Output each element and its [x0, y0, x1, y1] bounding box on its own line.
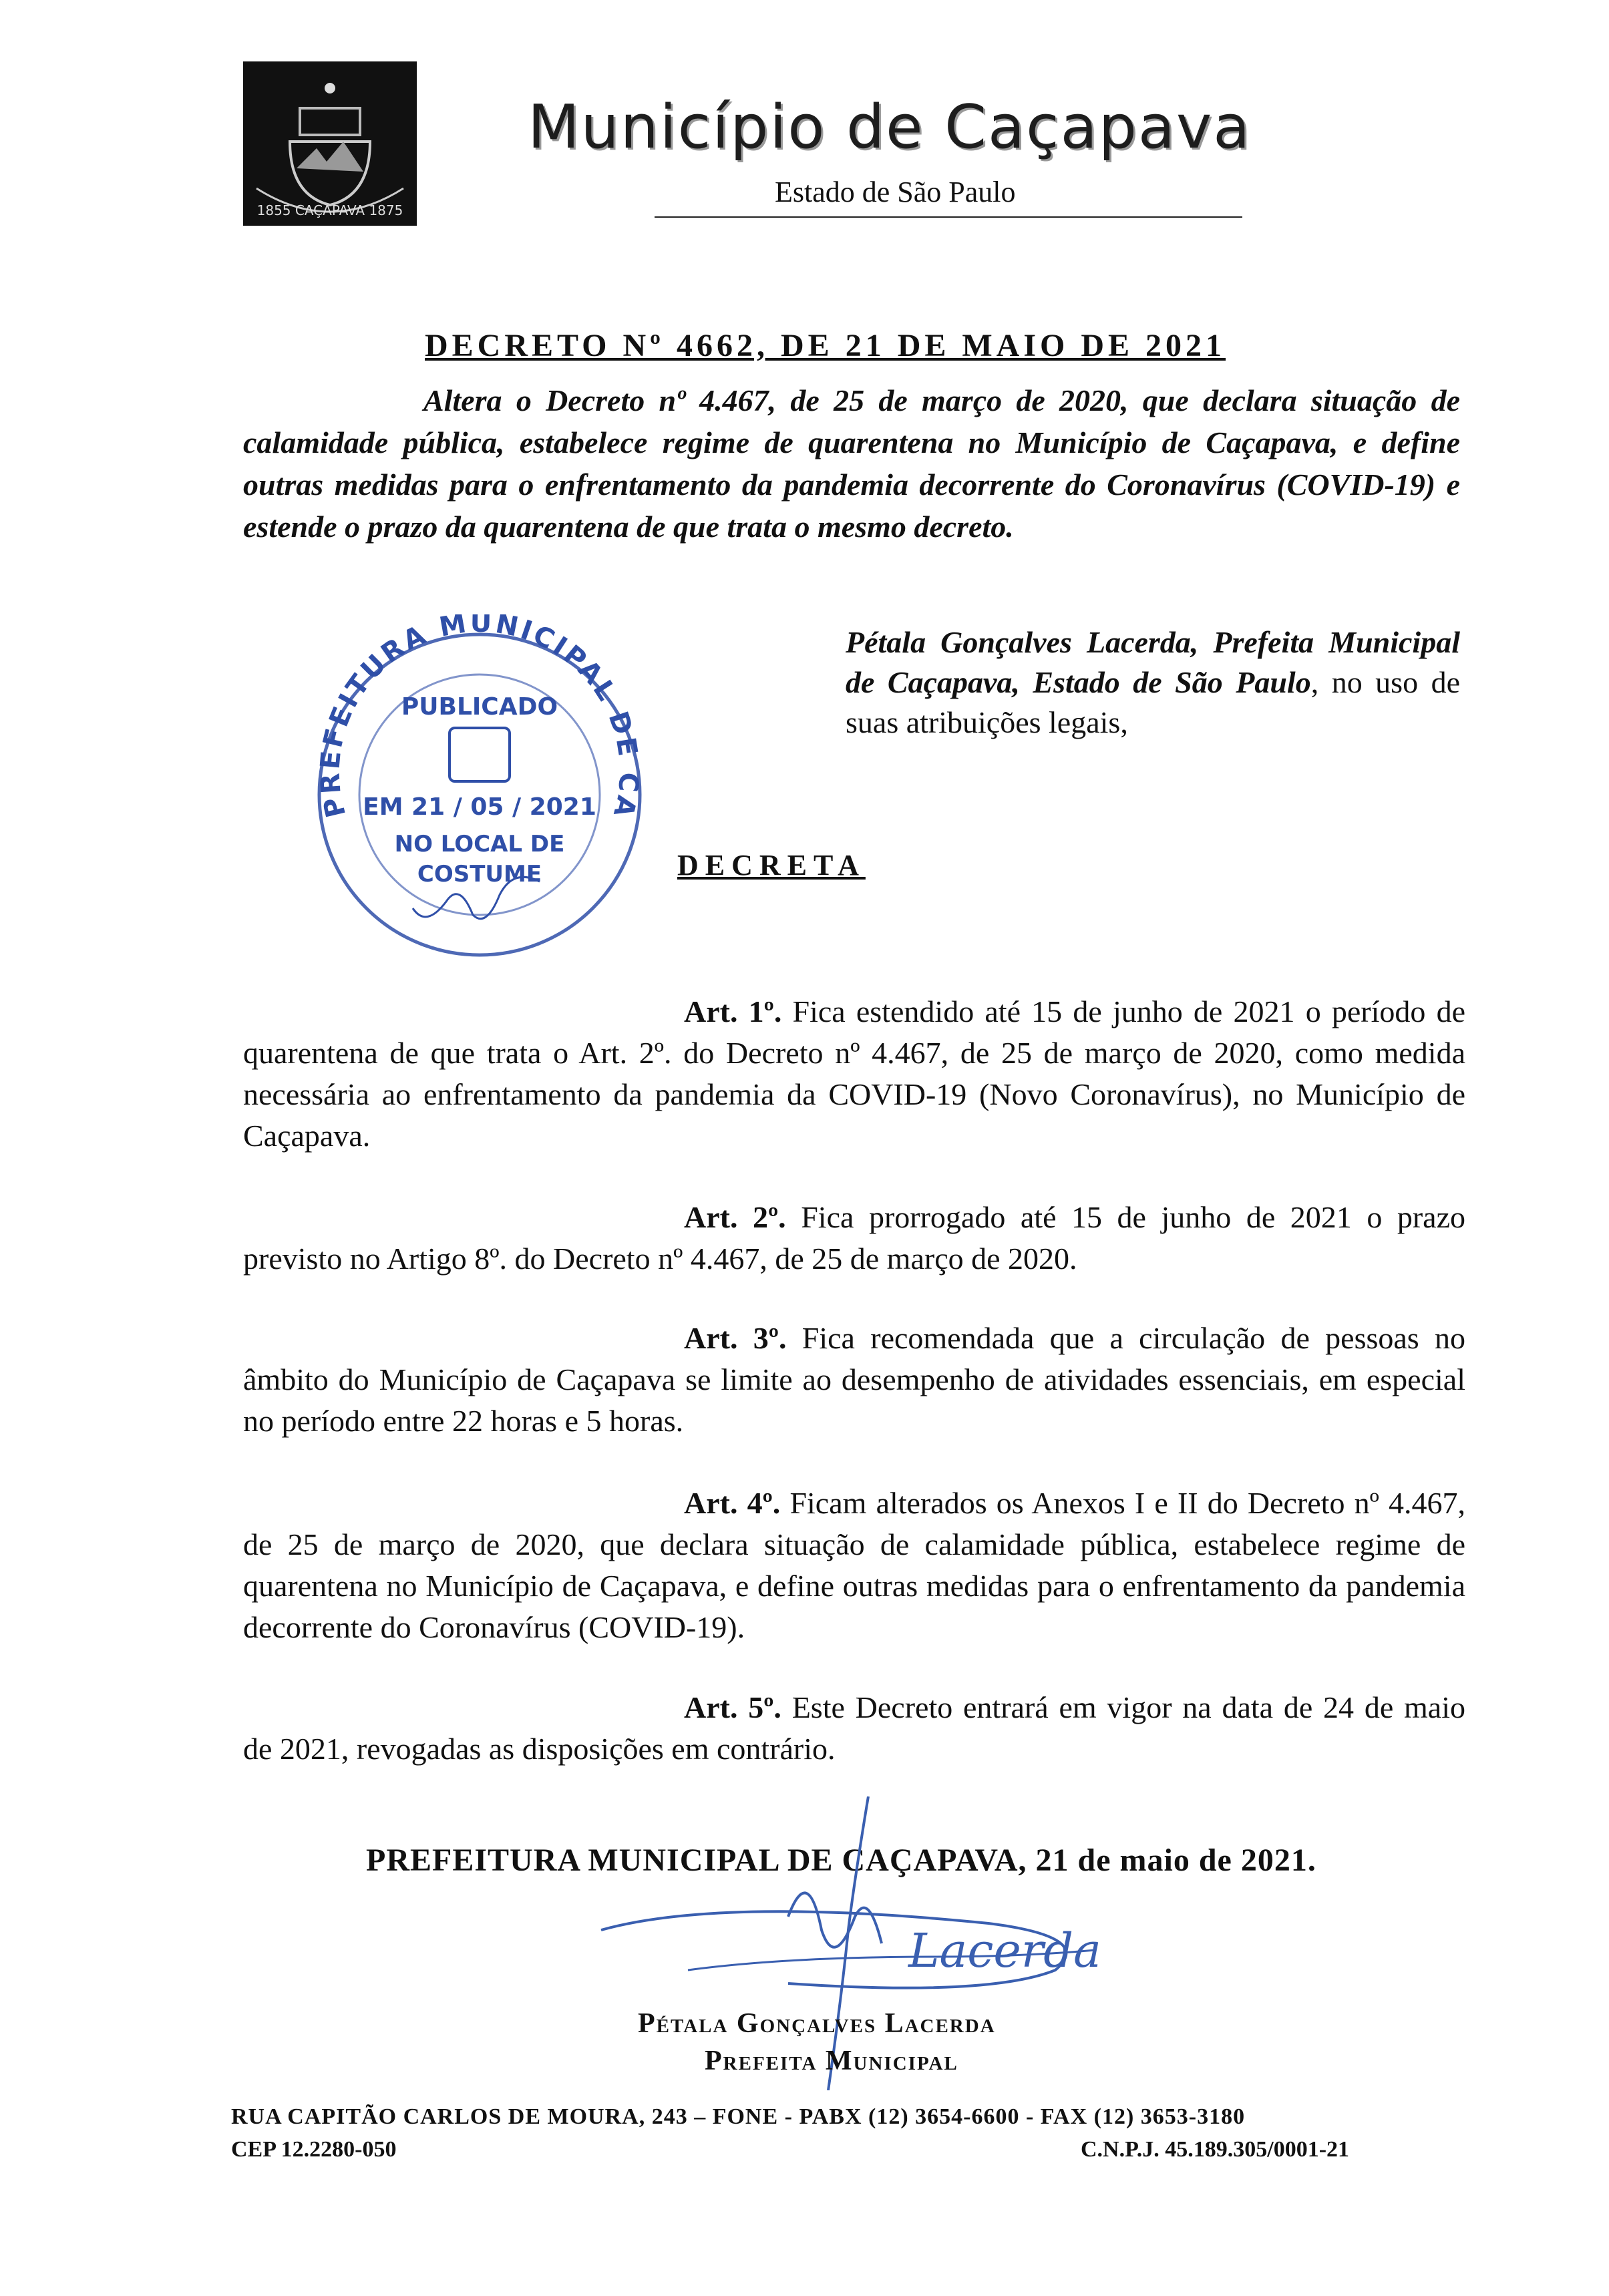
decreta-heading: DECRETA [677, 849, 866, 882]
article-2 [243, 1197, 1465, 1280]
municipality-title: Município de Caçapava [528, 92, 1252, 162]
stamp-place-1: NO LOCAL DE [394, 831, 565, 857]
stamp-ring-text: PREFEITURA MUNICIPAL DE CA [315, 614, 645, 823]
article-1 [243, 991, 1465, 1157]
decree-summary: Altera o Decreto nº 4.467, de 25 de março de 2020, que declara situação de calamidade pública, estabelece regime de quarentena no Município de Caçapava, e define outras medidas para o enfrentamento da pandemia decorrente do Coronavírus (COVID-19) e estende o prazo da quarentena de que trata o mesmo decreto. [243, 383, 1460, 544]
article-4 [243, 1483, 1465, 1648]
article-text: Ficam alterados os Anexos I e II do Decreto nº 4.467, de 25 de março de 2020, que declara situação de calamidade pública, estabelece regime de quarentena no Município de Caçapava, e define outras medidas para o enfrentamento da pandemia decorrente do Coronavírus (COVID-19). [243, 1486, 1466, 1644]
preamble-rest: , no uso de suas atribuições legais, [846, 665, 1460, 739]
preamble [846, 622, 1460, 743]
article-label: Art. 3º. [684, 1321, 787, 1355]
signer-role: Prefeita Municipal [705, 2046, 958, 2076]
stamp-crest-icon [450, 728, 510, 781]
stamp-place-2: COSTUME [417, 861, 542, 888]
article-text: Este Decreto entrará em vigor na data de 24 de maio de 2021, revogadas as disposições em contrário. [243, 1690, 1466, 1766]
footer-address: RUA CAPITÃO CARLOS DE MOURA, 243 – FONE - PABX (12) 3654-6600 - FAX (12) 3653-3180 [231, 2104, 1246, 2129]
state-name: Estado de São Paulo [775, 176, 1016, 208]
article-3 [243, 1318, 1465, 1442]
closing-line: PREFEITURA MUNICIPAL DE CAÇAPAVA, 21 de maio de 2021. [366, 1843, 1316, 1878]
article-label: Art. 2º. [684, 1200, 786, 1234]
article-label: Art. 5º. [684, 1690, 781, 1724]
publication-stamp [299, 614, 660, 962]
article-text: Fica recomendada que a circulação de pessoas no âmbito do Município de Caçapava se limite ao desempenho de atividades essenciais, em especial no período entre 22 horas e 5 horas. [243, 1321, 1466, 1438]
article-label: Art. 1º. [684, 994, 782, 1028]
article-text: Fica estendido até 15 de junho de 2021 o período de quarentena de que trata o Art. 2º. do Decreto nº 4.467, de 25 de março de 2020, como medida necessária ao enfrentamento da pandemia da COVID-19 (Novo Coronavírus), no Município de Caçapava. [243, 994, 1466, 1153]
footer-cep: CEP 12.2280-050 [231, 2137, 397, 2162]
stamp-date: EM 21 / 05 / 2021 [363, 793, 596, 821]
signer-name: Pétala Gonçalves Lacerda [638, 2008, 996, 2039]
article-5 [243, 1687, 1465, 1770]
signature-script: Lacerda [908, 1923, 1101, 1978]
crest-text: 1855 CAÇAPAVA 1875 [256, 202, 403, 218]
preamble-name: Pétala Gonçalves Lacerda, Prefeita Municipal de Caçapava, Estado de São Paulo [846, 625, 1460, 699]
crest-emblem-icon [243, 61, 417, 226]
article-text: Fica prorrogado até 15 de junho de 2021 o prazo previsto no Artigo 8º. do Decreto nº 4.467, de 25 de março de 2020. [243, 1200, 1466, 1276]
decree-title: DECRETO Nº 4662, DE 21 DE MAIO DE 2021 [425, 328, 1226, 363]
stamp-published: PUBLICADO [401, 693, 558, 721]
article-label: Art. 4º. [684, 1486, 781, 1520]
footer-cnpj: C.N.P.J. 45.189.305/0001-21 [1081, 2137, 1350, 2162]
municipal-crest [243, 61, 417, 226]
